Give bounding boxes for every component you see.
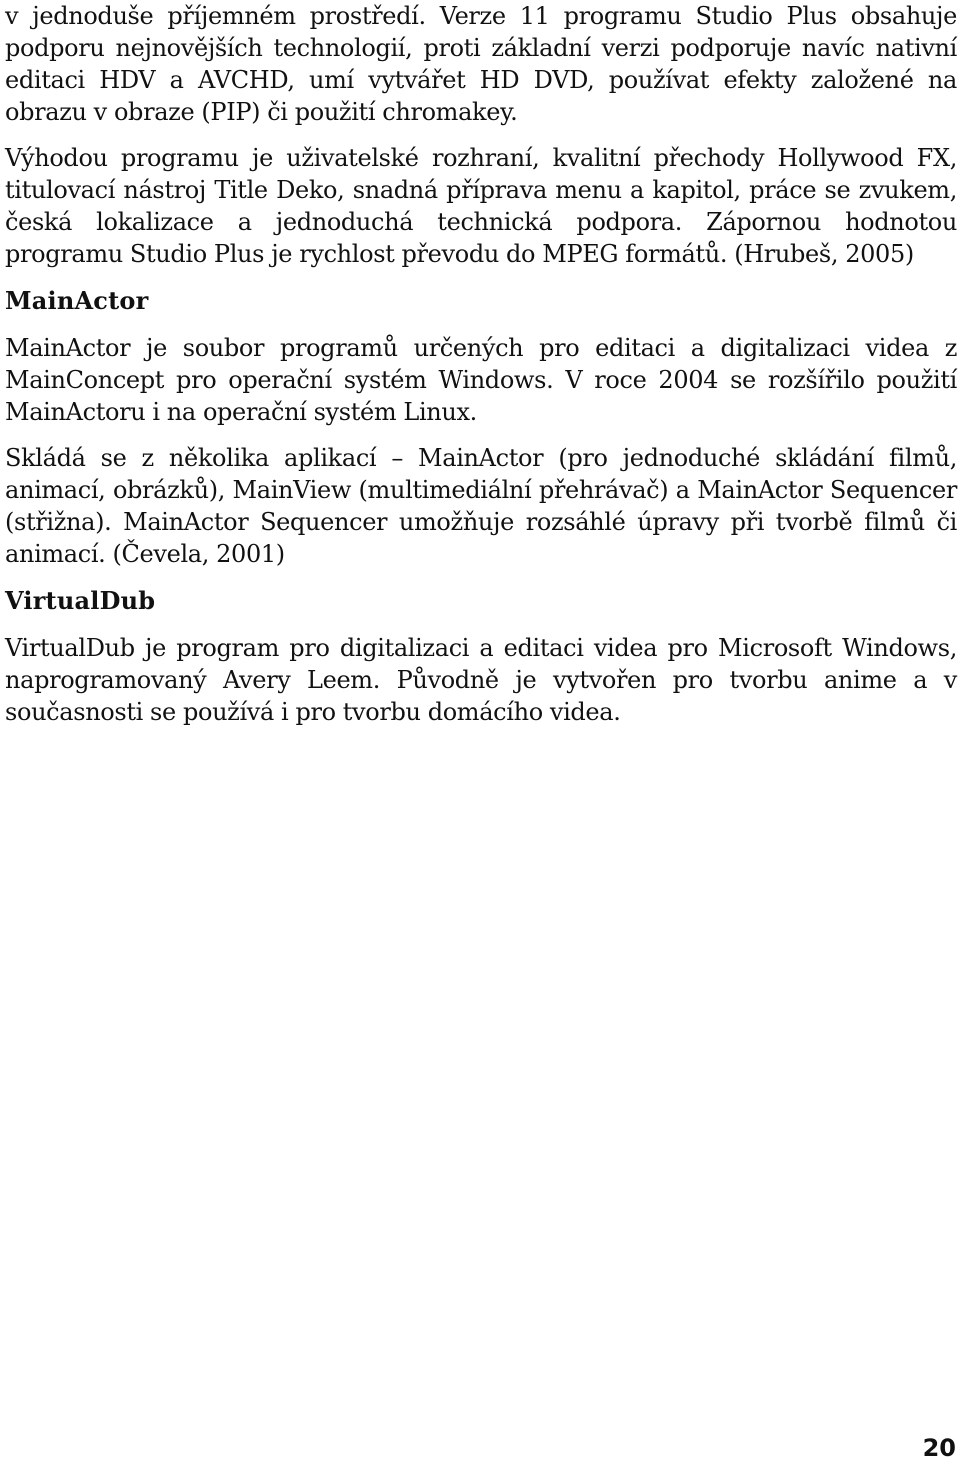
document-page bbox=[5, 0, 957, 742]
virtualdub-heading: VirtualDub bbox=[5, 586, 156, 615]
intro-paragraph-1: v jednoduše příjemném prostředí. Verze 11 programu Studio Plus obsahuje podporu nejnovějších technologií, proti základní verzi podporuje navíc nativní editaci HDV a AVCHD, umí vytvářet HD DVD, používat efekty založené na obrazu v obraze (PIP) či použití chromakey. bbox=[5, 2, 957, 126]
mainactor-section bbox=[5, 284, 957, 570]
mainactor-paragraph-2: Skládá se z několika aplikací – MainActor (pro jednoduché skládání filmů, animací, obrázků), MainView (multimediální přehrávač) a MainActor Sequencer (střižna). MainActor Sequencer umožňuje rozsáhlé úpravy při tvorbě filmů či animací. (Čevela, 2001) bbox=[5, 444, 957, 568]
mainactor-heading: MainActor bbox=[5, 286, 149, 315]
virtualdub-section bbox=[5, 584, 957, 728]
intro-paragraph-2: Výhodou programu je uživatelské rozhraní, kvalitní přechody Hollywood FX, titulovací nástroj Title Deko, snadná příprava menu a kapitol, práce se zvukem, česká lokalizace a jednoduchá technická podpora. Zápornou hodnotou programu Studio Plus je rychlost převodu do MPEG formátů. (Hrubeš, 2005) bbox=[5, 144, 957, 268]
mainactor-paragraph-1: MainActor je soubor programů určených pro editaci a digitalizaci videa z MainConcept pro operační systém Windows. V roce 2004 se rozšířilo použití MainActoru i na operační systém Linux. bbox=[5, 334, 957, 426]
page-number: 20 bbox=[922, 1434, 956, 1462]
virtualdub-paragraph-1: VirtualDub je program pro digitalizaci a editaci videa pro Microsoft Windows, naprogramovaný Avery Leem. Původně je vytvořen pro tvorbu anime a v současnosti se používá i pro tvorbu domácího videa. bbox=[5, 634, 957, 726]
